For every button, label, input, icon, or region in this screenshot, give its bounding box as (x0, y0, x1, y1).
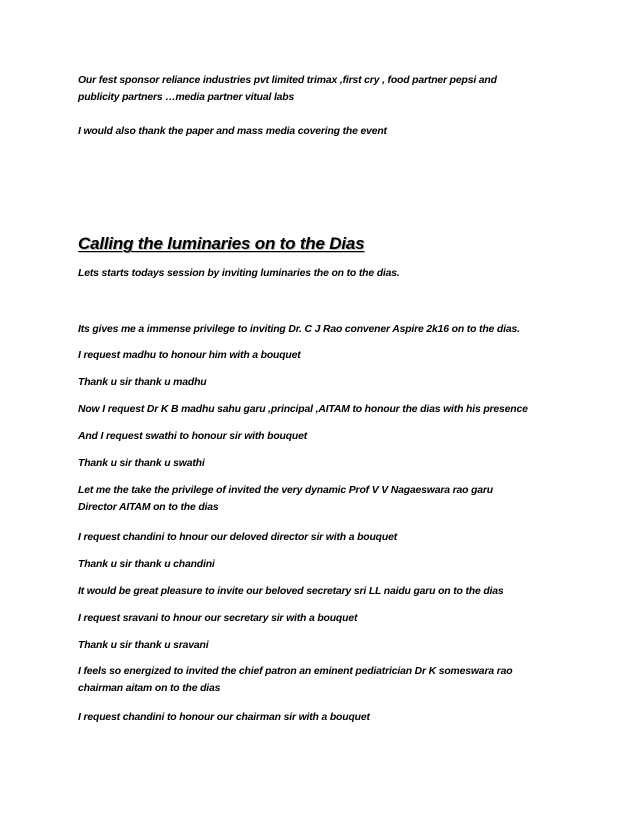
script-line: I request sravani to hnour our secretary sir with a bouquet (78, 613, 358, 624)
script-line: I request chandini to hnour our deloved director sir with a bouquet (78, 532, 398, 543)
script-line: Now I request Dr K B madhu sahu garu ,principal ,AITAM to honour the dias with his presence (78, 404, 528, 415)
script-line: I feels so energized to invited the chief patron an eminent pediatrician Dr K someswara rao (78, 666, 513, 677)
section-heading: Calling the luminaries on to the Dias (78, 234, 365, 253)
script-line: Let me the take the privilege of invited the very dynamic Prof V V Nagaeswara rao garu (78, 485, 493, 496)
sponsors-line: Our fest sponsor reliance industries pvt limited trimax ,first cry , food partner pepsi and (78, 75, 497, 86)
script-line: Thank u sir thank u chandini (78, 559, 215, 570)
script-line: I request chandini to honour our chairman sir with a bouquet (78, 712, 370, 723)
script-line: I request madhu to honour him with a bouquet (78, 350, 301, 361)
thanks-media-paragraph: I would also thank the paper and mass media covering the event (78, 126, 387, 137)
script-line: And I request swathi to honour sir with bouquet (78, 431, 308, 442)
script-line: Thank u sir thank u swathi (78, 458, 205, 469)
sponsors-paragraph (78, 72, 578, 106)
script-line: chairman aitam on to the dias (78, 683, 221, 694)
sponsors-line: publicity partners …media partner vitual labs (78, 92, 295, 103)
script-paragraph (78, 663, 578, 697)
script-line: Thank u sir thank u madhu (78, 377, 207, 388)
opening-paragraph: Lets starts todays session by inviting luminaries the on to the dias. (78, 268, 400, 279)
script-line: Director AITAM on to the dias (78, 502, 219, 513)
script-line: Its gives me a immense privilege to inviting Dr. C J Rao convener Aspire 2k16 on to the dias. (78, 324, 520, 335)
script-paragraph (78, 482, 578, 516)
script-line: It would be great pleasure to invite our beloved secretary sri LL naidu garu on to the dias (78, 586, 504, 597)
script-line: Thank u sir thank u sravani (78, 640, 209, 651)
